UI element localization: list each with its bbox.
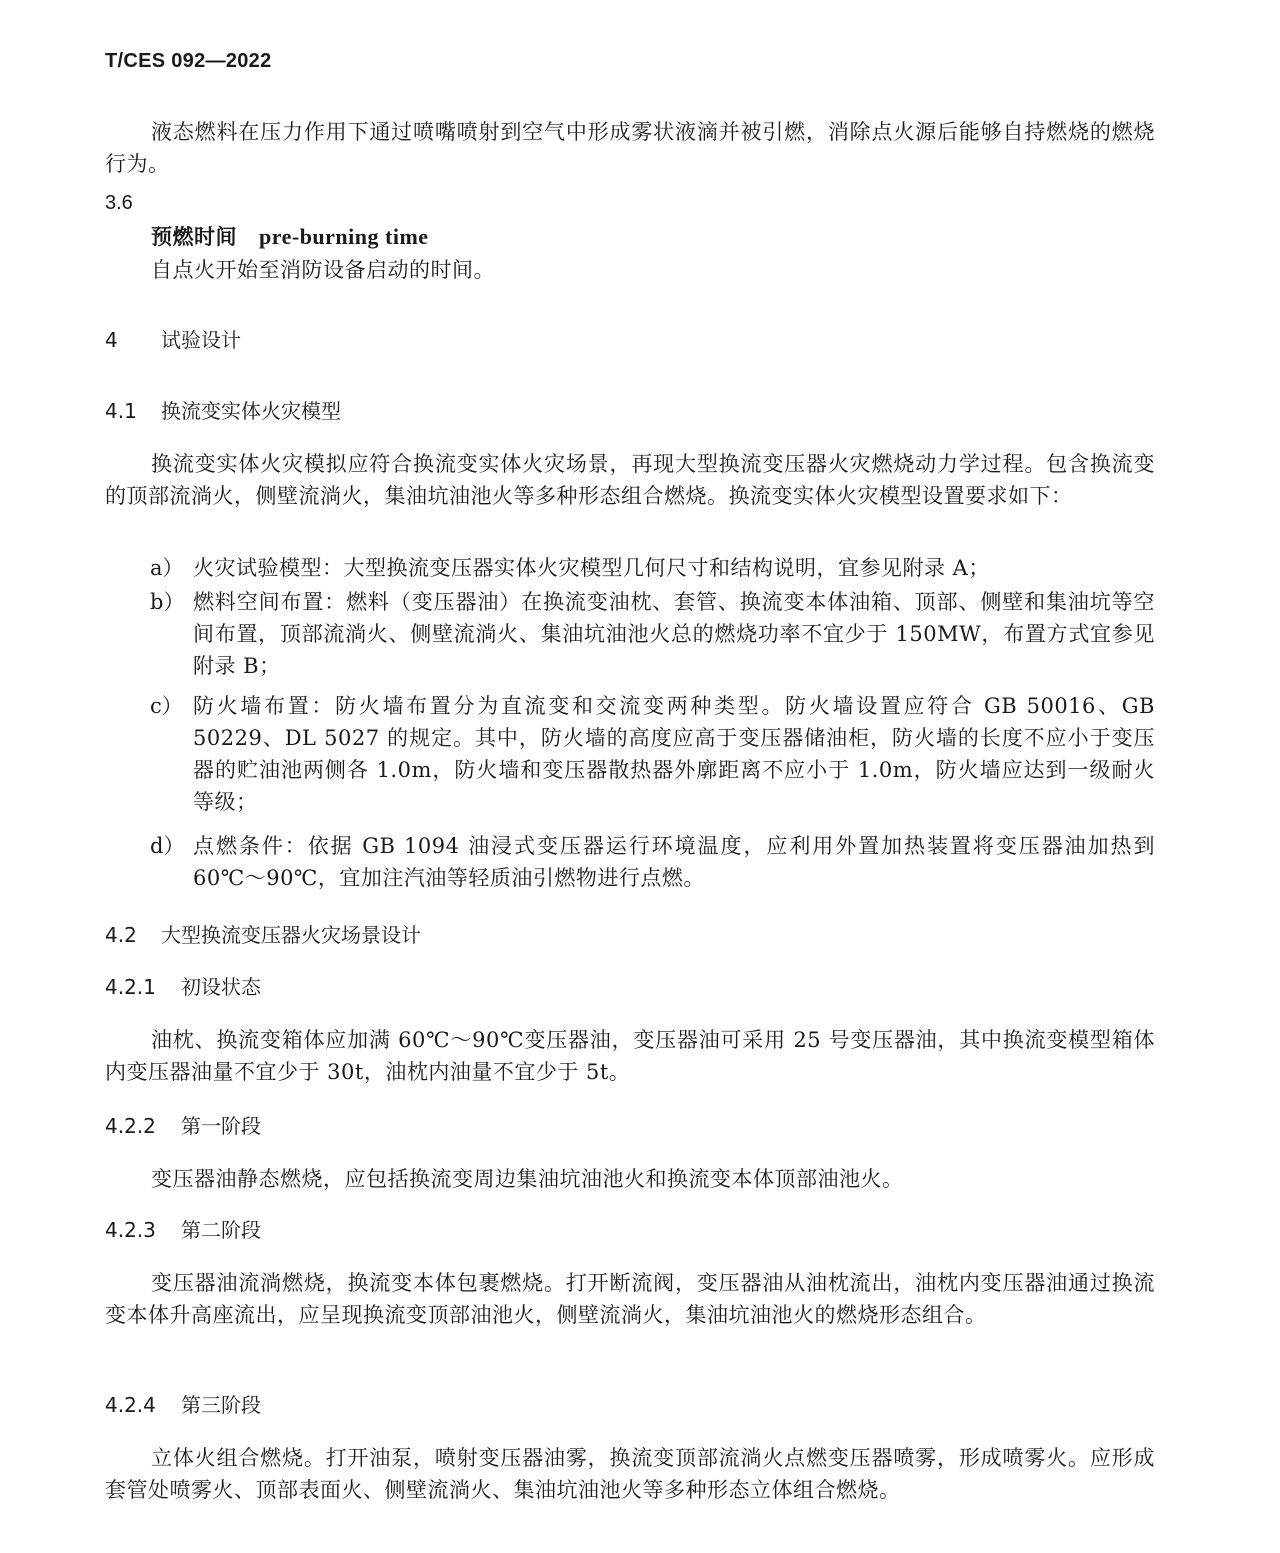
section-number: 4.2 [105, 923, 137, 947]
list-text: 燃料空间布置：燃料（变压器油）在换流变油枕、套管、换流变本体油箱、顶部、侧壁和集油坑等空间布置，顶部流淌火、侧壁流淌火、集油坑油池火总的燃烧功率不宜少于 150MW，布置方式宜参见附录 B； [193, 590, 1155, 678]
standard-code: T/CES 092—2022 [105, 50, 272, 72]
section-number: 4.2.4 [105, 1393, 156, 1417]
section-heading-4-2-2 [105, 1111, 261, 1141]
section-number: 4 [105, 328, 118, 352]
section-heading-4-2-1 [105, 972, 261, 1002]
paragraph-4-2-2: 变压器油静态燃烧，应包括换流变周边集油坑油池火和换流变本体顶部油池火。 [151, 1167, 904, 1191]
paragraph-4-2-3: 变压器油流淌燃烧，换流变本体包裹燃烧。打开断流阀，变压器油从油枕流出，油枕内变压器油通过换流变本体升高座流出，应呈现换流变顶部油池火，侧壁流淌火，集油坑油池火的燃烧形态组合。 [105, 1271, 1155, 1327]
term-number: 3.6 [105, 192, 133, 214]
section-heading-4 [105, 325, 241, 355]
term-title [151, 222, 429, 252]
list-marker: c） [150, 694, 183, 718]
section-heading-4-2-4 [105, 1390, 261, 1420]
section-heading-4-2 [105, 920, 421, 950]
section-title: 初设状态 [181, 975, 261, 999]
section-heading-4-2-3 [105, 1215, 261, 1245]
term-definition: 自点火开始至消防设备启动的时间。 [151, 258, 495, 282]
section-heading-4-1 [105, 396, 341, 426]
list-item-a [150, 552, 1155, 584]
list-item-c [150, 690, 1155, 818]
list-marker: a） [150, 556, 184, 580]
paragraph-4-1: 换流变实体火灾模拟应符合换流变实体火灾场景，再现大型换流变压器火灾燃烧动力学过程。包含换流变的顶部流淌火，侧壁流淌火，集油坑油池火等多种形态组合燃烧。换流变实体火灾模型设置要求如下： [105, 452, 1155, 508]
list-text: 点燃条件：依据 GB 1094 油浸式变压器运行环境温度，应利用外置加热装置将变压器油加热到 60℃～90℃，宜加注汽油等轻质油引燃物进行点燃。 [193, 834, 1155, 890]
list-marker: b） [150, 590, 185, 614]
paragraph-4-2-4: 立体火组合燃烧。打开油泵，喷射变压器油雾，换流变顶部流淌火点燃变压器喷雾，形成喷雾火。应形成套管处喷雾火、顶部表面火、侧壁流淌火、集油坑油池火等多种形态立体组合燃烧。 [105, 1446, 1155, 1502]
paragraph-4-2-1: 油枕、换流变箱体应加满 60℃～90℃变压器油，变压器油可采用 25 号变压器油，其中换流变模型箱体内变压器油量不宜少于 30t，油枕内油量不宜少于 5t。 [105, 1028, 1155, 1084]
list-item-d [150, 830, 1155, 894]
list-item-b [150, 586, 1155, 682]
list-text: 防火墙布置：防火墙布置分为直流变和交流变两种类型。防火墙设置应符合 GB 50016、GB 50229、DL 5027 的规定。其中，防火墙的高度应高于变压器储油柜，防火墙的长度不应小于变压器的贮油池两侧各 1.0m，防火墙和变压器散热器外廓距离不应小于 1.0m，防火墙应达到一级耐火等级； [193, 694, 1155, 814]
section-title: 试验设计 [161, 328, 241, 352]
list-text: 火灾试验模型：大型换流变压器实体火灾模型几何尺寸和结构说明，宜参见附录 A； [193, 556, 990, 580]
term-en: pre-burning time [259, 224, 429, 249]
list-marker: d） [150, 834, 185, 858]
section-title: 第二阶段 [181, 1218, 261, 1242]
section-number: 4.2.3 [105, 1218, 156, 1242]
section-title: 第三阶段 [181, 1393, 261, 1417]
section-number: 4.1 [105, 399, 137, 423]
section-title: 大型换流变压器火灾场景设计 [161, 923, 421, 947]
section-number: 4.2.2 [105, 1114, 156, 1138]
intro-paragraph: 液态燃料在压力作用下通过喷嘴喷射到空气中形成雾状液滴并被引燃，消除点火源后能够自持燃烧的燃烧行为。 [105, 120, 1155, 176]
section-title: 第一阶段 [181, 1114, 261, 1138]
term-zh: 预燃时间 [151, 224, 237, 249]
section-number: 4.2.1 [105, 975, 156, 999]
section-title: 换流变实体火灾模型 [161, 399, 341, 423]
